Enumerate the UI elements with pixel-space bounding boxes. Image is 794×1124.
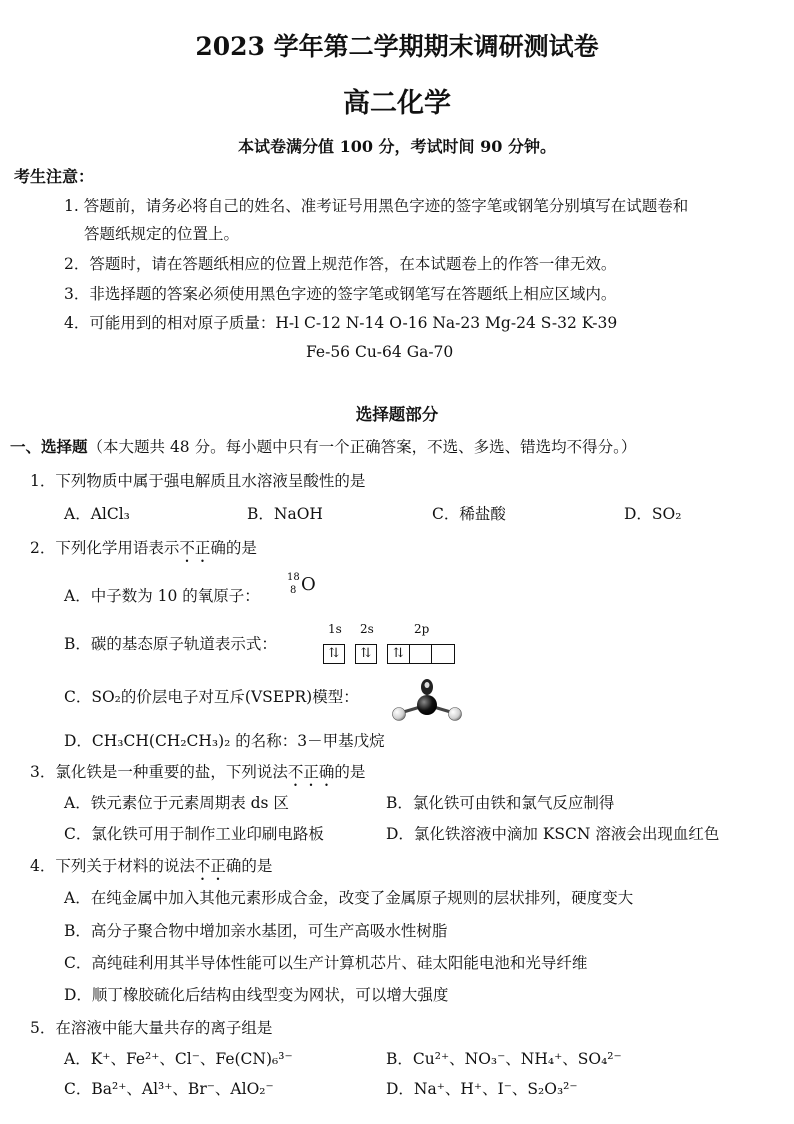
q4-stem xyxy=(30,856,272,884)
orbital-electrons-2p-2 xyxy=(410,645,432,663)
orbital-label-1s: 1s xyxy=(328,622,342,636)
element-symbol: O xyxy=(301,574,316,595)
notice-heading: 考生注意： xyxy=(14,167,95,186)
q2-option-b: B．碳的基态原子轨道表示式： xyxy=(64,635,277,653)
notice-item-2: 2．答题时，请在答题纸相应的位置上规范作答，在本试题卷上的作答一律无效。 xyxy=(64,255,617,273)
q3-stem-post: 的是 xyxy=(334,763,366,781)
orbital-electrons-1s: ⇅ xyxy=(328,646,340,661)
q2-option-a: A．中子数为 10 的氧原子： xyxy=(64,587,260,605)
vsepr-model-image xyxy=(388,677,468,725)
q2-stem-pre: 2．下列化学用语表示 xyxy=(30,539,180,557)
q4-stem-pre: 4．下列关于材料的说法 xyxy=(30,857,195,875)
q4-stem-emphasis: 不正 xyxy=(194,857,226,875)
q3-stem-pre: 3．氯化铁是一种重要的盐，下列说法 xyxy=(30,763,288,781)
orbital-label-2s: 2s xyxy=(360,622,374,636)
exam-subtitle: 本试卷满分值 100 分，考试时间 90 分钟。 xyxy=(238,137,556,156)
q3-stem xyxy=(30,762,365,790)
q3-stem-emphasis: 不正确 xyxy=(287,763,335,781)
part-note: （本大题共 48 分。每小题中只有一个正确答案，不选、多选、错选均不得分。） xyxy=(87,438,637,456)
section-title: 选择题部分 xyxy=(355,405,439,424)
q3-option-c: C．氯化铁可用于制作工业印刷电路板 xyxy=(64,825,324,843)
q1-option-d: D．SO₂ xyxy=(624,505,682,523)
q4-stem-post: 确的是 xyxy=(225,857,273,875)
q5-option-a: A．K⁺、Fe²⁺、Cl⁻、Fe(CN)₆³⁻ xyxy=(64,1050,293,1068)
q2-stem xyxy=(30,538,257,566)
q4-option-d: D．顺丁橡胶硫化后结构由线型变为网状，可以增大强度 xyxy=(64,986,449,1004)
part-heading xyxy=(10,437,636,457)
atomic-number: 8 xyxy=(290,585,297,596)
orbital-box-2p xyxy=(387,644,455,664)
notice-item-3: 3．非选择题的答案必须使用黑色字迹的签字笔或钢笔写在答题纸上相应区域内。 xyxy=(64,285,617,303)
carbon-orbital-diagram xyxy=(318,622,468,670)
exam-title: 2023 学年第二学期期末调研测试卷 xyxy=(195,32,599,61)
part-label: 一、选择题 xyxy=(10,437,88,456)
orbital-electrons-2p-1: ⇅ xyxy=(388,645,410,663)
mass-number: 18 xyxy=(287,572,300,583)
q4-option-c: C．高纯硅利用其半导体性能可以生产计算机芯片、硅太阳能电池和光导纤维 xyxy=(64,954,588,972)
notice-item-1: 1. 答题前，请务必将自己的姓名、准考证号用黑色字迹的签字笔或钢笔分别填写在试题卷和 xyxy=(64,197,689,215)
orbital-electrons-2s: ⇅ xyxy=(360,646,372,661)
q5-option-b: B．Cu²⁺、NO₃⁻、NH₄⁺、SO₄²⁻ xyxy=(386,1050,622,1068)
q3-option-d: D．氯化铁溶液中滴加 KSCN 溶液会出现血红色 xyxy=(386,825,720,843)
q3-option-b: B．氯化铁可由铁和氯气反应制得 xyxy=(386,794,615,812)
exam-subject: 高二化学 xyxy=(343,88,451,119)
notice-item-4: 4．可能用到的相对原子质量：H-l C-12 N-14 O-16 Na-23 Mg-24 S-32 K-39 xyxy=(64,314,618,332)
q5-option-d: D．Na⁺、H⁺、I⁻、S₂O₃²⁻ xyxy=(386,1080,578,1098)
orbital-electrons-2p-3 xyxy=(432,645,454,663)
q1-option-c: C．稀盐酸 xyxy=(432,505,506,523)
orbital-box-1s xyxy=(323,644,345,664)
notice-item-4-cont: Fe-56 Cu-64 Ga-70 xyxy=(306,343,454,361)
q1-option-a: A．AlCl₃ xyxy=(64,505,130,523)
notice-item-1-cont: 答题纸规定的位置上。 xyxy=(84,225,240,243)
q1-stem: 1．下列物质中属于强电解质且水溶液呈酸性的是 xyxy=(30,472,366,490)
orbital-label-2p: 2p xyxy=(414,622,430,636)
q5-option-c: C．Ba²⁺、Al³⁺、Br⁻、AlO₂⁻ xyxy=(64,1080,274,1098)
q3-option-a: A．铁元素位于元素周期表 ds 区 xyxy=(64,794,289,812)
q2-stem-post: 确的是 xyxy=(210,539,257,557)
q5-stem: 5．在溶液中能大量共存的离子组是 xyxy=(30,1019,273,1037)
orbital-box-2s xyxy=(355,644,377,664)
q2-option-c: C．SO₂的价层电子对互斥(VSEPR)模型： xyxy=(64,688,359,706)
q2-option-d: D．CH₃CH(CH₂CH₃)₂ 的名称：3－甲基戊烷 xyxy=(64,732,385,750)
q4-option-a: A．在纯金属中加入其他元素形成合金，改变了金属原子规则的层状排列，硬度变大 xyxy=(64,889,634,907)
q4-option-b: B．高分子聚合物中增加亲水基团，可生产高吸水性树脂 xyxy=(64,922,448,940)
q2-stem-emphasis: 不正 xyxy=(179,539,211,557)
q1-option-b: B．NaOH xyxy=(247,505,323,523)
